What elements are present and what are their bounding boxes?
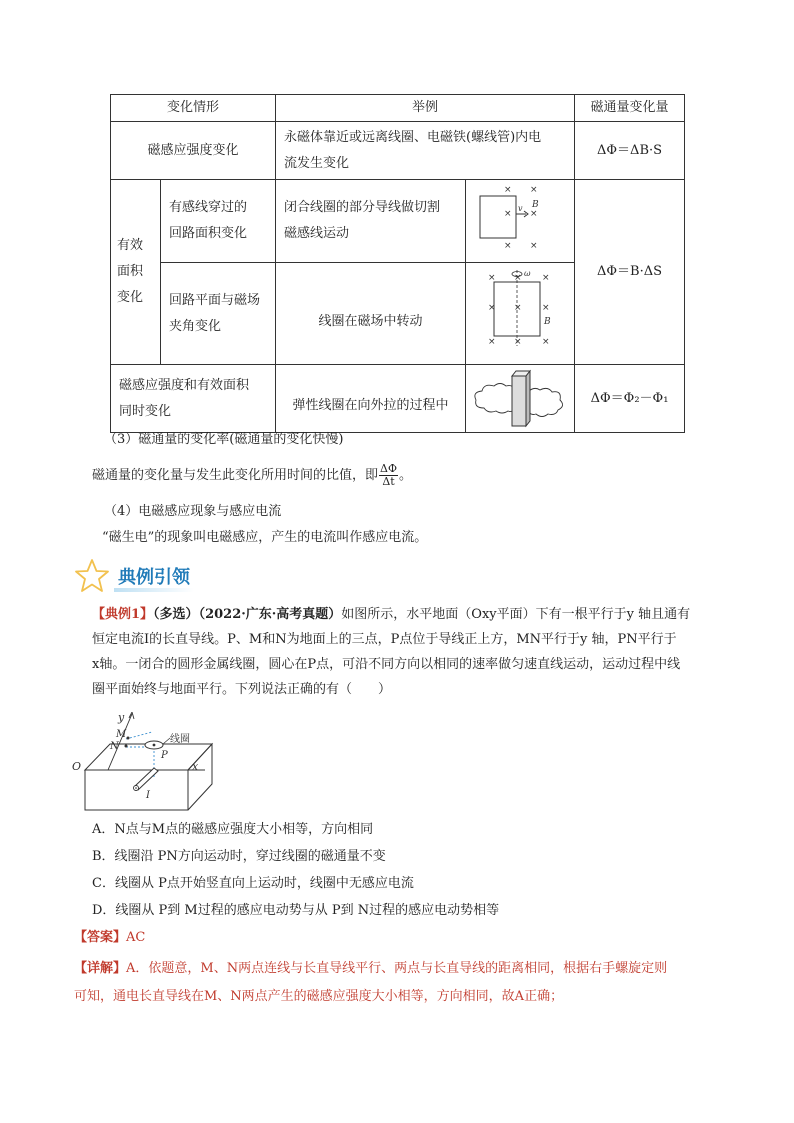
answer-label: 【答案】 <box>74 930 127 945</box>
cross-mark: × <box>530 209 538 219</box>
point-n-label: N <box>110 741 119 752</box>
example-question <box>92 602 712 702</box>
example-line: 永磁体靠近或远离线圈、电磁铁(螺线管)内电 <box>284 129 542 145</box>
group-label-line: 有效 <box>117 238 144 253</box>
option-d: D．线圈从 P到 M过程的感应电动势与从 P到 N过程的感应电动势相等 <box>92 903 500 918</box>
sub-case-area <box>161 180 276 263</box>
cross-mark: × <box>542 336 550 347</box>
question-line: x轴。一闭合的圆形金属线圈，圆心在P点，可沿不同方向以相同的速率做匀速直线运动，运动过程中线 <box>92 657 681 672</box>
y-axis-label: y <box>118 712 125 724</box>
point-m <box>127 737 130 740</box>
example-tag: 【典例1】 <box>92 607 154 622</box>
case-line: 同时变化 <box>119 403 172 419</box>
example-line: 闭合线圈的部分导线做切割 <box>284 200 441 215</box>
detail-label: 【详解】 <box>74 961 127 976</box>
example-rotation: 线圈在磁场中转动 <box>276 263 466 365</box>
group-area-change <box>111 180 161 365</box>
cross-mark: × <box>514 272 522 283</box>
sub-case-line: 回路平面与磁场 <box>169 292 261 308</box>
cross-mark: × <box>530 185 538 195</box>
detail-text: A．依题意，M、N两点连线与长直导线平行、两点与长直导线的距离相同，根据右手螺旋定则 <box>126 961 668 976</box>
point-m-label: M <box>116 729 127 740</box>
flux-rate-text: 磁通量的变化量与发生此变化所用时间的比值，即 <box>92 468 379 483</box>
detail <box>74 955 724 1011</box>
magnet-side <box>526 371 530 426</box>
fraction-numerator: ΔΦ <box>380 462 397 475</box>
sub-case-line: 夹角变化 <box>169 318 222 334</box>
cross-mark: × <box>530 241 538 251</box>
table-header-row <box>111 95 685 122</box>
velocity-label: v <box>518 204 523 213</box>
table-row <box>111 365 685 433</box>
example-line: 流发生变化 <box>284 155 350 171</box>
sub-case-line: 有感线穿过的 <box>169 200 248 215</box>
cross-mark: × <box>542 272 550 283</box>
current-dot-icon <box>135 787 137 789</box>
answer-value: AC <box>126 930 146 945</box>
coil-label: 线圈 <box>170 734 190 745</box>
answer <box>74 928 145 948</box>
section-3-title: （3）磁通量的变化率(磁通量的变化快慢) <box>104 432 344 447</box>
example-line: 磁感线运动 <box>284 226 350 241</box>
cross-mark: × <box>514 336 522 347</box>
flux-rate-fraction <box>379 463 398 488</box>
sentence-end: 。 <box>398 468 412 483</box>
cross-mark: × <box>488 272 496 283</box>
header-flux-change: 磁通量变化量 <box>575 95 685 122</box>
section-4-title: （4）电磁感应现象与感应电流 <box>104 504 282 519</box>
formula-both-change: ΔΦ＝Φ₂－Φ₁ <box>575 365 685 433</box>
section-4-text: “磁生电”的现象叫电磁感应，产生的电流叫作感应电流。 <box>102 530 428 545</box>
example-cutting <box>276 180 466 263</box>
header-case: 变化情形 <box>111 95 276 122</box>
point-p <box>153 744 156 747</box>
box-side <box>188 744 212 810</box>
mn-guide <box>126 732 152 739</box>
header-example: 举例 <box>276 95 575 122</box>
case-line: 磁感应强度和有效面积 <box>119 377 250 393</box>
ground-wire-figure <box>70 712 220 814</box>
cross-mark: × <box>542 302 550 313</box>
cutting-diagram <box>466 180 575 263</box>
question-line <box>92 602 712 627</box>
detail-line <box>74 955 724 983</box>
question-type: （多选） <box>153 607 199 622</box>
elastic-coil-right <box>528 388 563 416</box>
sub-case-angle <box>161 263 276 365</box>
option-b: B．线圈沿 PN方向运动时，穿过线圈的磁通量不变 <box>92 849 386 864</box>
sub-case-line: 回路面积变化 <box>169 226 248 241</box>
coil-pointer <box>163 738 170 744</box>
flux-change-table <box>110 94 685 433</box>
question-line: 圈平面始终与地面平行。下列说法正确的有（ ） <box>92 682 392 697</box>
detail-line: 可知，通电长直导线在M、N两点产生的磁感应强度大小相等，方向相同，故A正确； <box>74 989 564 1004</box>
section-3-text <box>92 462 412 490</box>
cross-mark: × <box>488 302 496 313</box>
field-label: B <box>532 200 539 210</box>
point-p-label: P <box>161 750 168 761</box>
example-elastic-coil: 弹性线圈在向外拉的过程中 <box>276 365 466 433</box>
question-text: 如图所示，水平地面（Oxy平面）下有一根平行于y 轴且通有 <box>341 607 691 622</box>
formula-area-change: ΔΦ＝B·ΔS <box>575 180 685 365</box>
omega-label: ω <box>524 268 531 278</box>
current-label: I <box>146 790 150 801</box>
formula-b-change: ΔΦ＝ΔB·S <box>575 122 685 180</box>
case-both-change <box>111 365 276 433</box>
option-c: C．线圈从 P点开始竖直向上运动时，线圈中无感应电流 <box>92 876 414 891</box>
cross-mark: × <box>488 336 496 347</box>
bar-magnet <box>512 376 526 426</box>
elastic-coil-left <box>475 383 514 400</box>
question-line: 恒定电流I的长直导线。P、M和N为地面上的三点，P点位于导线正上方，MN平行于y 轴，PN平行于 <box>92 632 677 647</box>
group-label-line: 面积 <box>117 264 144 279</box>
rotation-diagram <box>466 263 575 365</box>
cross-mark: × <box>504 209 512 219</box>
heading-underline <box>114 588 194 592</box>
example-b-change <box>276 122 575 180</box>
cross-mark: × <box>514 302 522 313</box>
rotation-diagram-svg <box>466 264 575 364</box>
question-source: （2022·广东·高考真题） <box>198 607 342 622</box>
table-row <box>111 180 685 263</box>
magnet-coil-diagram <box>466 365 575 433</box>
origin-label: O <box>72 760 82 773</box>
section-heading-text: 典例引领 <box>118 567 190 588</box>
fraction-denominator: Δt <box>382 475 395 488</box>
elastic-coil-left-bottom <box>476 400 514 413</box>
option-a: A．N点与M点的磁感应强度大小相等，方向相同 <box>92 822 374 837</box>
group-label-line: 变化 <box>117 290 144 305</box>
case-b-change: 磁感应强度变化 <box>111 122 276 180</box>
field-label: B <box>544 316 551 327</box>
cutting-diagram-svg <box>466 180 575 262</box>
x-axis-label: x <box>192 760 199 773</box>
cross-mark: × <box>504 185 512 195</box>
magnet-coil-svg <box>466 366 575 432</box>
table-row <box>111 122 685 180</box>
star-icon <box>74 558 110 594</box>
point-n <box>125 745 128 748</box>
cross-mark: × <box>504 241 512 251</box>
